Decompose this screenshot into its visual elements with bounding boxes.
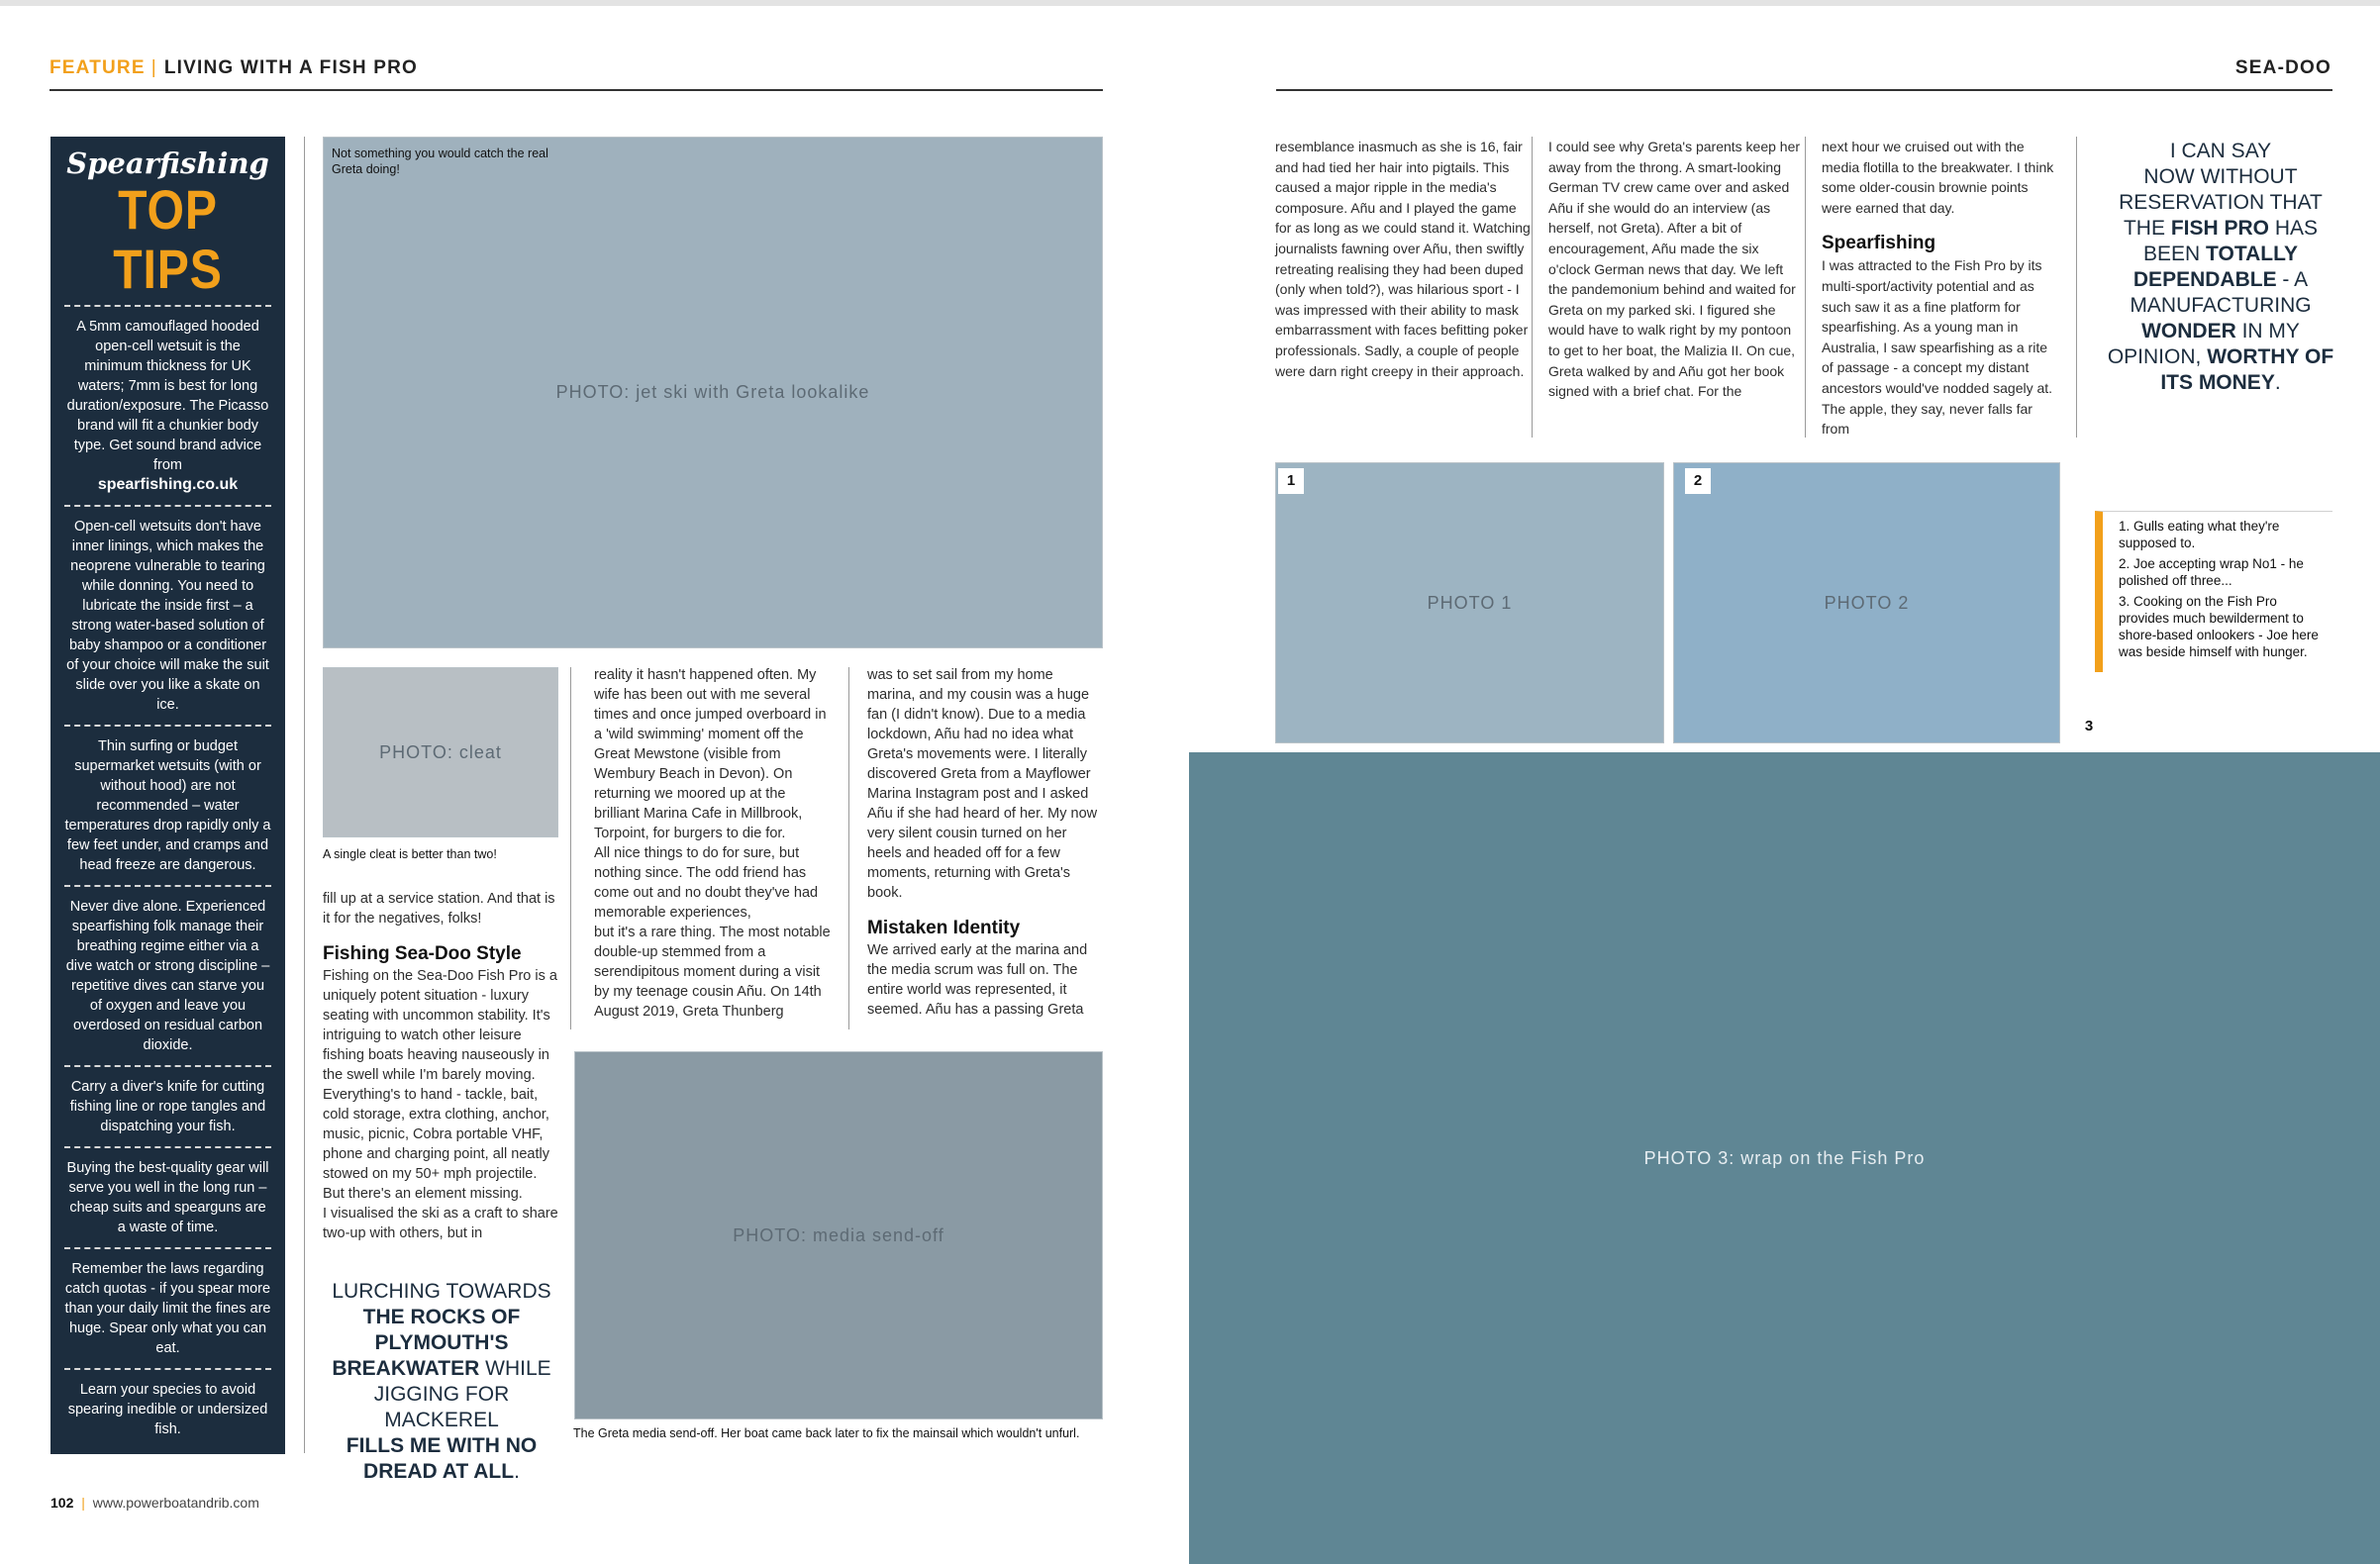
photo-number-1: 1 — [1278, 468, 1304, 494]
main-photo-placeholder: PHOTO: jet ski with Greta lookalike — [555, 382, 870, 402]
tip-7: Remember the laws regarding catch quotas - if you spear more than your daily limit the fines are huge. Spear only what you can eat. — [64, 1247, 271, 1368]
pull-right-line-4b: FISH PRO — [2170, 217, 2269, 240]
photo-1 — [1275, 462, 1664, 743]
pull-left-line-4a: BREAKWATER — [332, 1357, 480, 1380]
article-column-3 — [867, 665, 1105, 1020]
col1-para-1: fill up at a service station. And that is it for the negatives, folks! — [323, 891, 555, 927]
pull-right-line-5b: TOTALLY — [2206, 243, 2298, 265]
tip-3: Thin surfing or budget supermarket wetsuits (with or without hood) are not recommended – water temperatures drop rapidly only a few feet under, and cramps and head freeze are dangerous. — [64, 725, 271, 885]
col2-para-1: reality it hasn't happened often. My wife has been out with me several times and once jumped overboard in a 'wild swimming' moment off the Great Mewstone (visible from Wembury Beach in Devon). On returning we moored up at the brilliant Marina Cafe in Millbrook, Torpoint, for burgers to die for. — [594, 667, 827, 841]
tip-1-link: spearfishing.co.uk — [97, 476, 239, 493]
pull-right-line-10b: . — [2274, 371, 2281, 394]
pull-right-line-8a: WONDER — [2141, 320, 2236, 342]
pull-right-line-7: MANUFACTURING — [2130, 294, 2312, 317]
section-header-right: SEA-DOO — [2234, 57, 2331, 78]
pull-left-line-1: LURCHING TOWARDS — [332, 1280, 551, 1303]
page-footer: 102 | www.powerboatandrib.com — [50, 1495, 259, 1511]
header-divider: | — [150, 57, 157, 78]
tip-6: Buying the best-quality gear will serve you well in the long run – cheap suits and spearguns are a waste of time. — [64, 1146, 271, 1247]
feature-title: LIVING WITH A FISH PRO — [163, 57, 419, 78]
photo-caption-2: 2. Joe accepting wrap No1 - he polished off three... — [2119, 556, 2304, 588]
article-column-6 — [1822, 137, 2059, 440]
feature-label: FEATURE — [50, 57, 146, 78]
subhead-spearfishing: Spearfishing — [1822, 233, 1936, 254]
sendoff-photo — [574, 1051, 1103, 1419]
pull-right-line-2: NOW WITHOUT — [2143, 165, 2298, 188]
photo-1-placeholder: PHOTO 1 — [1427, 592, 1513, 613]
sidebar-title-script: Spearfishing — [66, 147, 269, 180]
photo-3 — [1189, 752, 2380, 1564]
pull-left-line-5: JIGGING FOR MACKEREL — [373, 1383, 510, 1431]
pull-right-line-1: I CAN SAY — [2169, 140, 2272, 162]
sendoff-photo-placeholder: PHOTO: media send-off — [733, 1224, 944, 1245]
website-url: www.powerboatandrib.com — [92, 1495, 259, 1511]
pull-left-line-6: FILLS ME WITH NO — [346, 1434, 538, 1457]
pull-left-line-3: PLYMOUTH'S — [374, 1331, 509, 1354]
column-rule — [1532, 137, 1533, 438]
pull-right-line-9a: OPINION, — [2107, 345, 2208, 368]
photo-caption-1: 1. Gulls eating what they're supposed to. — [2119, 519, 2280, 550]
tip-1 — [64, 307, 271, 505]
tip-8: Learn your species to avoid spearing inedible or undersized fish. — [64, 1368, 271, 1449]
article-column-5 — [1548, 137, 1804, 402]
pull-right-line-5a: BEEN — [2143, 243, 2207, 265]
article-column-1 — [323, 889, 560, 1243]
column-rule — [848, 667, 849, 1029]
photo-caption-3: 3. Cooking on the Fish Pro provides much bewilderment to shore-based onlookers - Joe here was beside himself with hunger. — [2119, 594, 2319, 659]
top-edge — [0, 0, 2380, 6]
subhead-fishing-seadoo: Fishing Sea-Doo Style — [323, 943, 522, 964]
header-rule-left — [50, 89, 1103, 91]
tip-4: Never dive alone. Experienced spearfishing folk manage their breathing regime either via a dive watch or strong discipline – repetitive dives can starve you of oxygen and leave you overdosed on residual carbon dioxide. — [64, 885, 271, 1065]
tip-1-text: A 5mm camouflaged hooded open-cell wetsuit is the minimum thickness for UK waters; 7mm is best for long duration/exposure. The Picasso brand will fit a chunkier body type. Get sound brand advice from — [66, 319, 269, 473]
col3-para-2: We arrived early at the marina and the media scrum was full on. The entire world was represented, it seemed. Añu has a passing Greta — [867, 942, 1088, 1018]
photo-3-placeholder: PHOTO 3: wrap on the Fish Pro — [1643, 1147, 1926, 1168]
article-column-4 — [1275, 137, 1531, 381]
tip-5: Carry a diver's knife for cutting fishing line or rope tangles and dispatching your fish. — [64, 1065, 271, 1146]
photo-number-3: 3 — [2076, 714, 2102, 739]
pull-right-line-4c: HAS — [2269, 217, 2319, 240]
col2-para-3: but it's a rare thing. The most notable double-up stemmed from a serendipitous moment during a visit by my teenage cousin Añu. On 14th August 2019, Greta Thunberg — [594, 925, 831, 1020]
col5-para-1: I could see why Greta's parents keep her away from the throng. A smart-looking German TV crew came over and asked Añu if she would do an interview (as herself, not Greta). After a bit of encouragement, Añu made the six o'clock German news that day. We left the pandemonium behind and waited for Greta on my parked ski. I figured she would have to walk right by my pontoon to get to her boat, the Malizia II. On cue, Greta walked by and Añu got her book signed with a brief chat. For the — [1548, 139, 1801, 400]
top-tips-sidebar — [50, 137, 285, 1454]
pull-right-line-3: RESERVATION THAT — [2119, 191, 2323, 214]
main-photo — [323, 137, 1103, 648]
col6-para-2: I was attracted to the Fish Pro by its multi-sport/activity potential and as such saw it as a fine platform for spearfishing. As a young man in Australia, I saw spearfishing as a rite of passage - a concept my distant ancestors would've nodded sagely at. The apple, they say, never falls far from — [1822, 257, 2053, 438]
pull-right-line-6a: DEPENDABLE — [2132, 268, 2277, 291]
pull-quote-left — [323, 1279, 560, 1485]
pull-right-line-8b: IN MY — [2235, 320, 2300, 342]
pull-left-line-4b: WHILE — [479, 1357, 551, 1380]
sidebar-title-main: TOP TIPS — [113, 178, 223, 300]
tip-2: Open-cell wetsuits don't have inner linings, which makes the neoprene vulnerable to tearing while donning. You need to lubricate the inside first – a strong water-based solution of baby shampoo or a conditioner of your choice will make the suit slide over you like a skate on ice. — [64, 505, 271, 725]
photo-3-notch — [2072, 711, 2380, 752]
photo-2 — [1673, 462, 2060, 743]
column-rule — [304, 137, 305, 1453]
page-number: 102 — [50, 1495, 74, 1511]
col6-para-1: next hour we cruised out with the media flotilla to the breakwater. I think some older-cousin brownie points were earned that day. — [1822, 139, 2054, 216]
col3-para-1: was to set sail from my home marina, and my cousin was a huge fan (I didn't know). Due to a media lockdown, Añu had no idea what Greta's movements were. I literally discovered Greta from a Mayflower Marina Instagram post and I asked Añu if she had heard of her. My now very silent cousin turned on her heels and headed off for a few moments, returning with Greta's book. — [867, 667, 1098, 901]
pull-left-line-7b: . — [514, 1460, 520, 1483]
col4-para-1: resemblance inasmuch as she is 16, fair and had tied her hair into pigtails. This caused a major ripple in the media's composure. Añu and I played the game for as long as we could stand it. Watching journalists fawning over Añu, then swiftly retreating realising they had been duped (only when told?), was hilarious sport - I was impressed with their ability to mask embarrassment with faces befitting poker professionals. Sadly, a couple of people were darn right creepy in their approach. — [1275, 139, 1531, 379]
column-rule — [570, 667, 571, 1029]
pull-right-line-9b: WORTHY OF — [2207, 345, 2334, 368]
cleat-photo — [323, 667, 558, 837]
pull-right-line-4a: THE — [2123, 217, 2171, 240]
pull-left-line-2: THE ROCKS OF — [362, 1306, 521, 1328]
main-photo-caption: Not something you would catch the real Greta doing! — [332, 147, 548, 176]
sendoff-caption: The Greta media send-off. Her boat came back later to fix the mainsail which wouldn't unfurl. — [573, 1426, 1080, 1440]
pull-right-line-6b: - A — [2276, 268, 2309, 291]
cleat-photo-placeholder: PHOTO: cleat — [379, 741, 502, 762]
col2-para-2: All nice things to do for sure, but nothing since. The odd friend has come out and no doubt they've had memorable experiences, — [594, 845, 819, 921]
pull-quote-right — [2091, 139, 2350, 396]
cleat-caption: A single cleat is better than two! — [323, 847, 497, 861]
col1-para-3: I visualised the ski as a craft to share two-up with others, but in — [323, 1206, 558, 1241]
pull-left-line-7: DREAD AT ALL — [363, 1460, 515, 1483]
article-column-2 — [594, 665, 832, 1022]
section-header-left — [50, 57, 418, 79]
photo-number-2: 2 — [1685, 468, 1711, 494]
column-rule — [2076, 137, 2077, 438]
pull-right-line-10a: ITS MONEY — [2160, 371, 2275, 394]
header-rule-right — [1276, 89, 2332, 91]
column-rule — [1805, 137, 1806, 438]
subhead-mistaken-identity: Mistaken Identity — [867, 918, 1021, 938]
photo-2-placeholder: PHOTO 2 — [1824, 592, 1910, 613]
col1-para-2: Fishing on the Sea-Doo Fish Pro is a uniquely potent situation - luxury seating with uncommon stability. It's intriguing to watch other leisure fishing boats heaving nauseously in the swell while I'm barely moving. Everything's to hand - tackle, bait, cold storage, extra clothing, anchor, music, picnic, Cobra portable VHF, phone and charging point, all neatly stowed on my 50+ mph projectile. But there's an element missing. — [323, 968, 557, 1202]
photo-captions-list — [2095, 511, 2332, 672]
